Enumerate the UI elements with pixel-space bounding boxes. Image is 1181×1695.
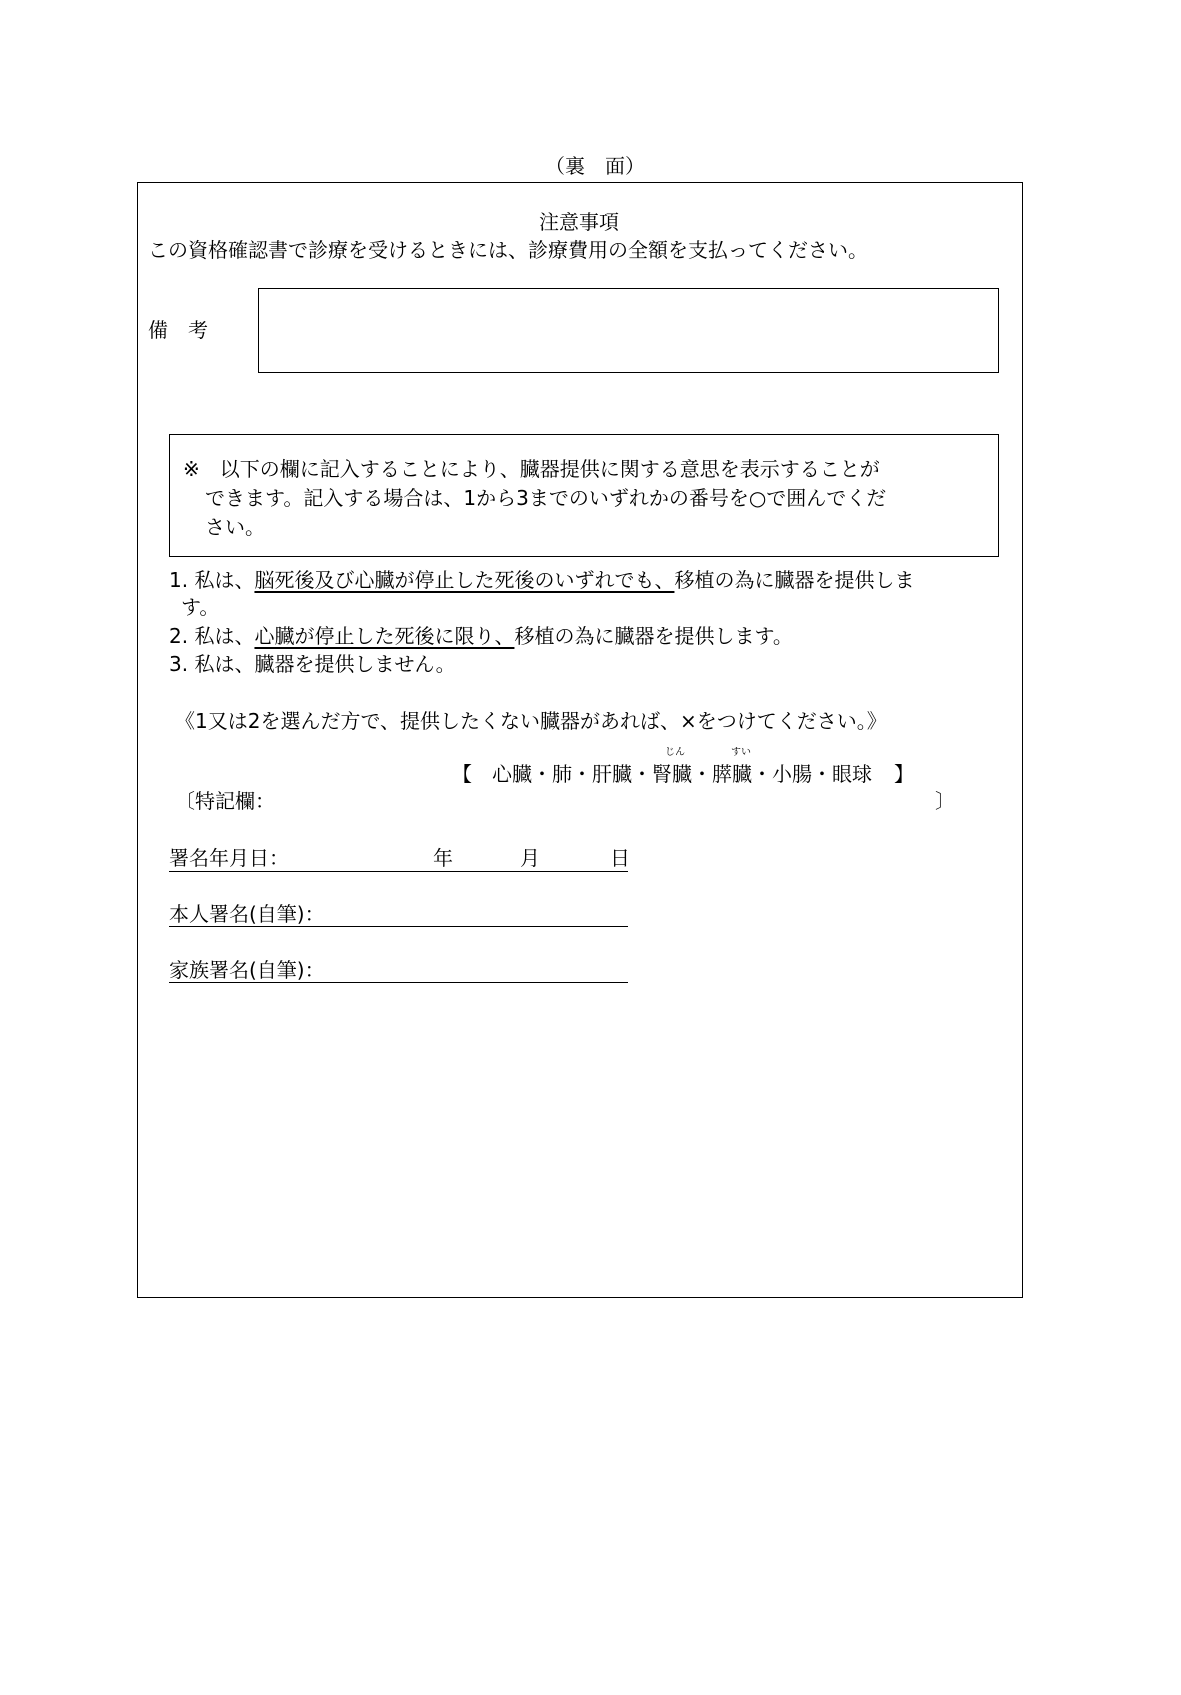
- separator-dot: ・: [532, 762, 552, 786]
- self-signature-line[interactable]: [169, 926, 628, 927]
- ruby-kidney: じん: [665, 747, 685, 758]
- option-2-underlined: 心臓が停止した死後に限り、: [254, 624, 515, 648]
- ruby-pancreas: すい: [731, 747, 751, 758]
- notes-title: 注意事項: [539, 210, 619, 234]
- separator-dot: ・: [632, 762, 652, 786]
- organ-pancreas[interactable]: 膵臓: [712, 762, 752, 786]
- option-2[interactable]: [169, 626, 793, 646]
- option-2-prefix: 2. 私は、: [169, 624, 255, 648]
- option-1-prefix: 1. 私は、: [169, 568, 255, 592]
- notes-line: この資格確認書で診療を受けるときには、診療費用の全額を支払ってください。: [148, 238, 868, 262]
- organ-eyeball[interactable]: 眼球: [832, 762, 872, 786]
- separator-dot: ・: [812, 762, 832, 786]
- separator-dot: ・: [692, 762, 712, 786]
- organ-open-bracket: 【: [452, 762, 472, 786]
- separator-dot: ・: [752, 762, 772, 786]
- option-1-underlined: 脳死後及び心臓が停止した死後のいずれでも、: [254, 568, 675, 592]
- organ-kidney[interactable]: 腎臓: [652, 762, 692, 786]
- organ-choice-list: [452, 764, 914, 784]
- organ-small-intestine[interactable]: 小腸: [772, 762, 812, 786]
- special-notes-field[interactable]: [282, 788, 922, 814]
- signature-date-label: 署名年月日：: [169, 846, 289, 870]
- organ-lung[interactable]: 肺: [552, 762, 572, 786]
- organ-heart[interactable]: 心臓: [492, 762, 532, 786]
- option-1[interactable]: [169, 570, 914, 590]
- page-side-label: （裏 面）: [545, 154, 645, 178]
- family-signature-line[interactable]: [169, 982, 628, 983]
- special-notes-label: 〔特記欄：: [175, 789, 275, 813]
- organ-choice-instruction: 《1又は2を選んだ方で、提供したくない臓器があれば、×をつけてください。》: [175, 709, 887, 733]
- separator-dot: ・: [572, 762, 592, 786]
- option-3[interactable]: 3. 私は、臓器を提供しません。: [169, 652, 456, 676]
- signature-date-month: 月: [520, 846, 540, 870]
- option-1-continued: す。: [181, 595, 220, 619]
- family-signature-label: 家族署名(自筆)：: [169, 958, 325, 982]
- signature-date-day: 日: [610, 846, 630, 870]
- organ-notice-line-1: ※ 以下の欄に記入することにより、臓器提供に関する意思を表示することが: [183, 457, 880, 481]
- organ-notice-line-2: できます。記入する場合は、1から3までのいずれかの番号を○で囲んでくだ: [205, 486, 887, 510]
- organ-close-bracket: 】: [894, 762, 914, 786]
- signature-date-line[interactable]: [169, 871, 628, 872]
- signature-date-year: 年: [433, 846, 453, 870]
- option-1-suffix: 移植の為に臓器を提供しま: [674, 568, 915, 592]
- option-2-suffix: 移植の為に臓器を提供します。: [514, 624, 793, 648]
- self-signature-label: 本人署名(自筆)：: [169, 902, 325, 926]
- organ-liver[interactable]: 肝臓: [592, 762, 632, 786]
- organ-notice-line-3: さい。: [205, 515, 265, 539]
- remarks-field[interactable]: [258, 288, 999, 373]
- remarks-label: 備 考: [148, 318, 208, 342]
- special-notes-close: 〕: [935, 789, 955, 813]
